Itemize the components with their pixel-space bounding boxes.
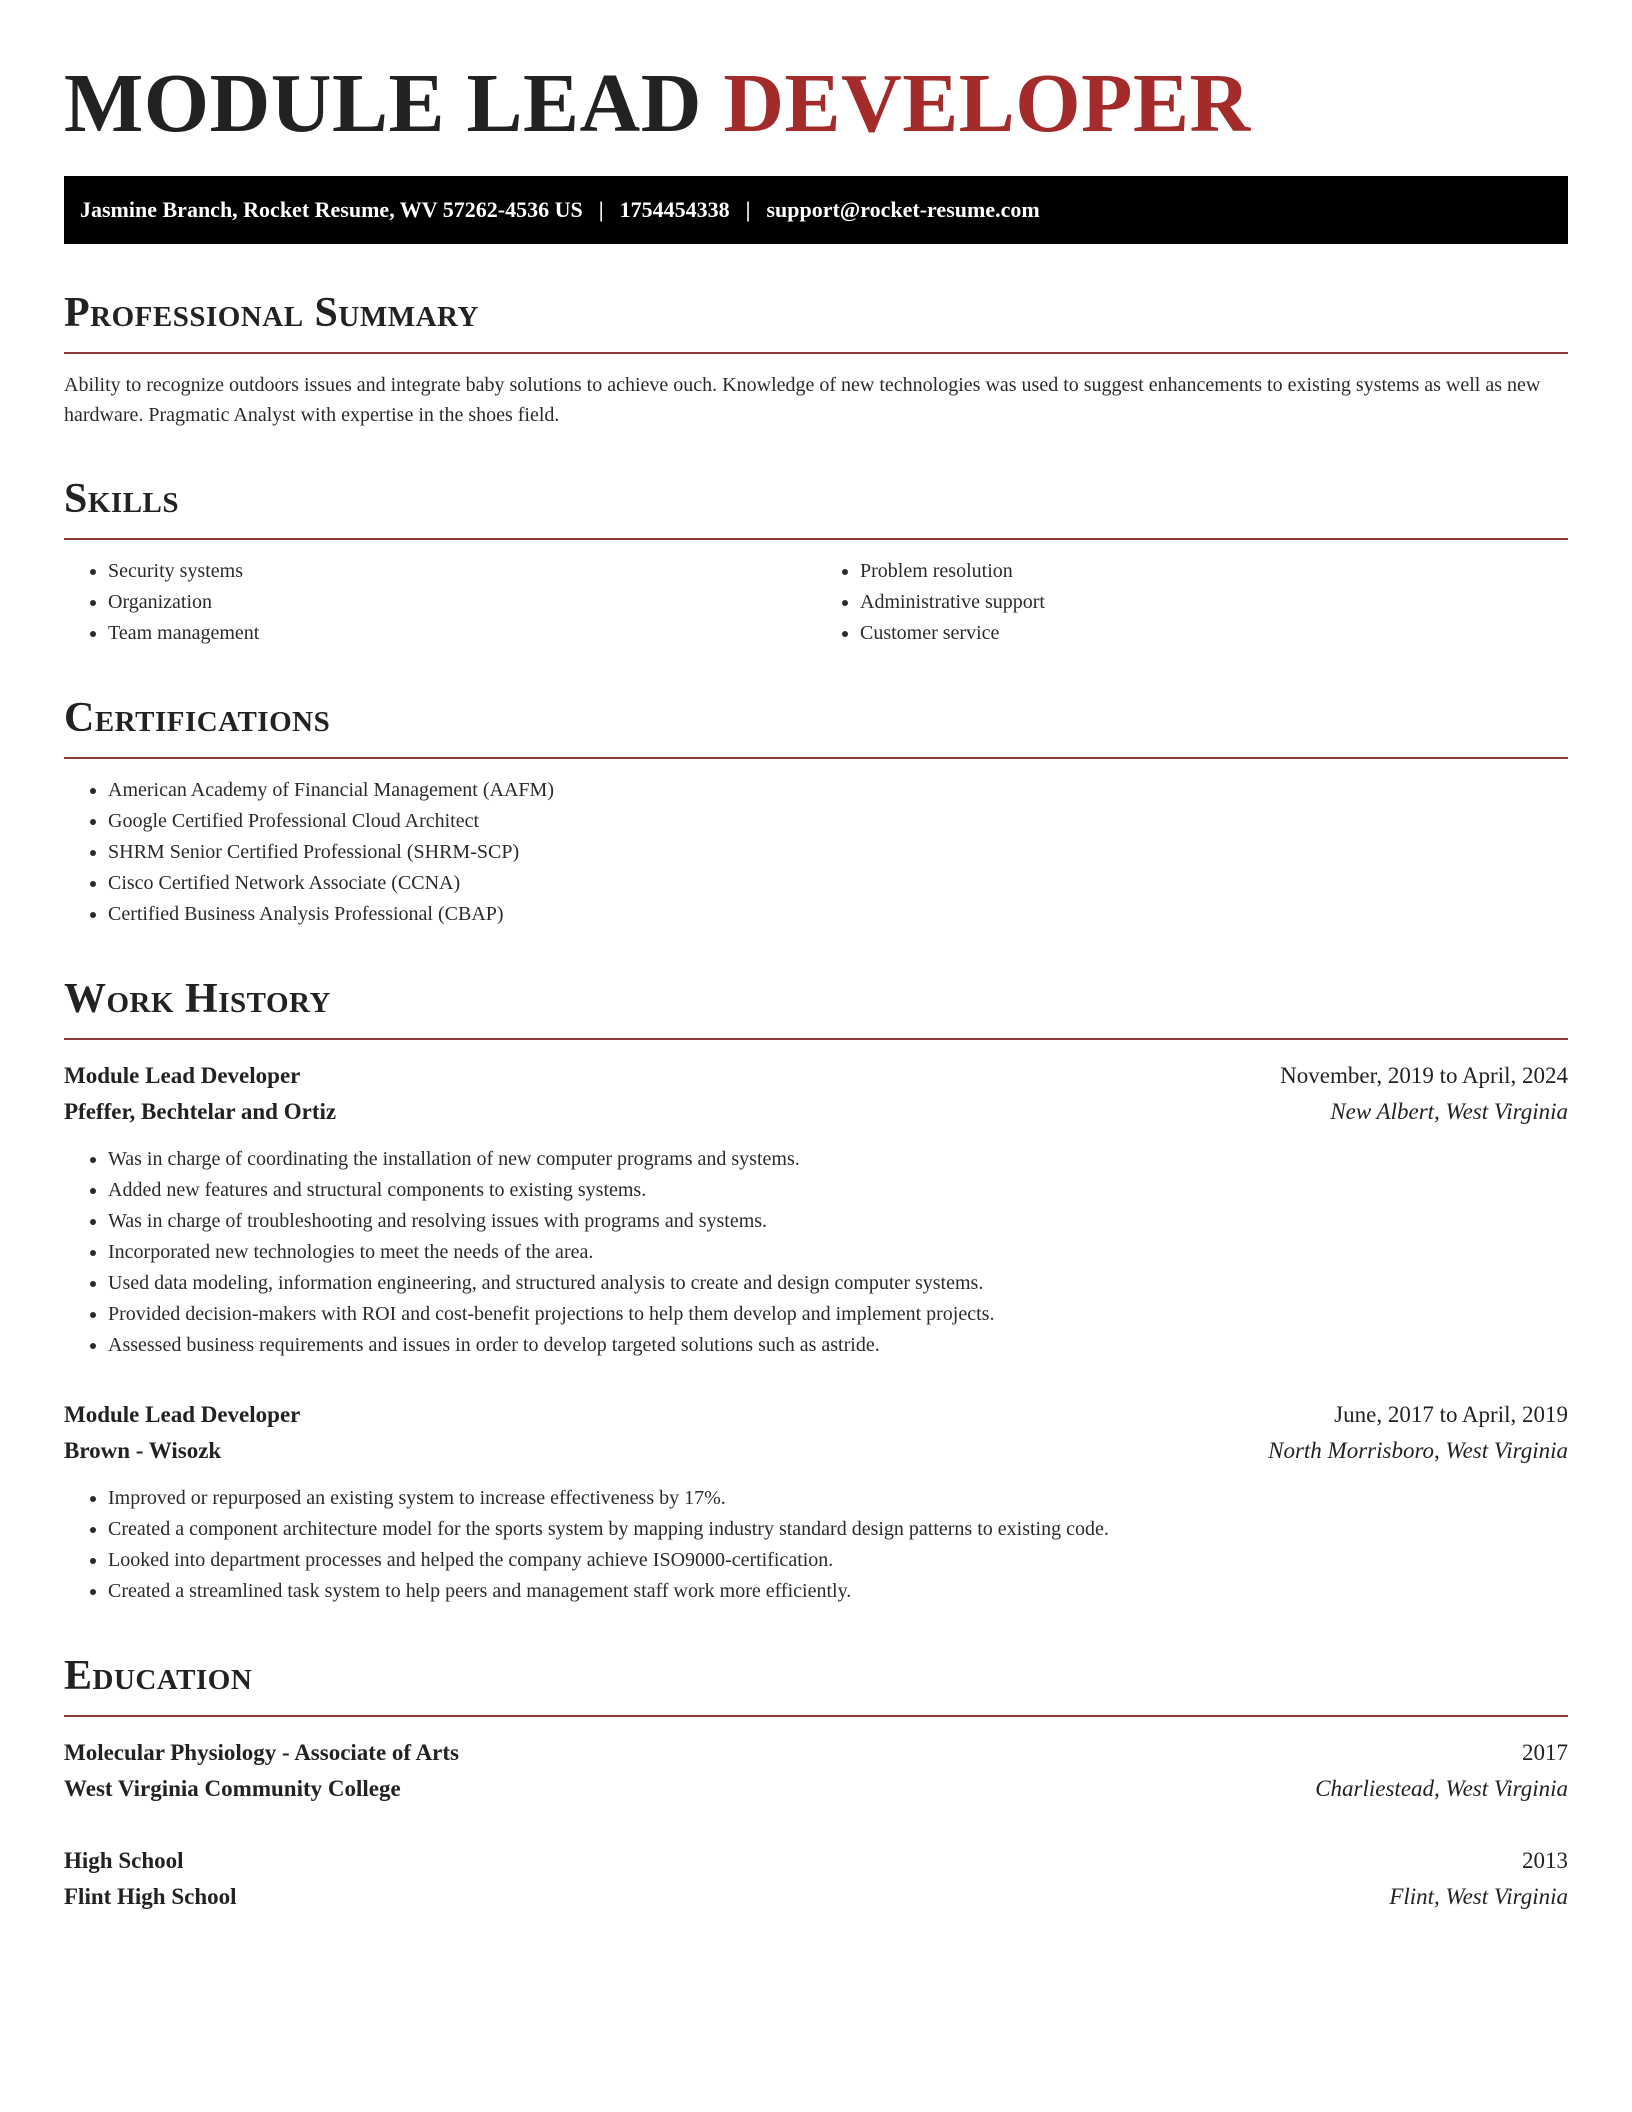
skill-item: • Problem resolution [860,556,1568,587]
skills-section [64,474,1568,649]
contact-phone[interactable]: 1754454338 [619,197,730,222]
job-bullet: • Was in charge of troubleshooting and resolving issues with programs and systems. [108,1206,1568,1237]
certification-item: • Google Certified Professional Cloud Architect [108,806,1568,837]
job-company-row [64,1094,1568,1130]
section-divider [64,352,1568,354]
section-divider [64,1038,1568,1040]
job-bullet: • Provided decision-makers with ROI and cost-benefit projections to help them develop and implement projects. [108,1299,1568,1330]
job-dates: June, 2017 to April, 2019 [1334,1402,1568,1427]
section-divider [64,538,1568,540]
certification-item: • Cisco Certified Network Associate (CCNA) [108,868,1568,899]
education-year: 2017 [1522,1740,1568,1765]
certifications-section [64,693,1568,930]
certifications-heading: Certifications [64,695,331,741]
summary-section [64,288,1568,430]
education-school-row [64,1879,1568,1915]
job-bullet: • Assessed business requirements and issues in order to develop targeted solutions such as astride. [108,1330,1568,1361]
skills-heading: Skills [64,476,180,522]
resume-title [64,54,1568,154]
skill-item: • Security systems [108,556,816,587]
education-degree-row [64,1735,1568,1771]
job-bullet: • Added new features and structural components to existing systems. [108,1175,1568,1206]
job-bullet: • Improved or repurposed an existing system to increase effectiveness by 17%. [108,1483,1568,1514]
education-degree-row [64,1843,1568,1879]
job-bullet: • Was in charge of coordinating the installation of new computer programs and systems. [108,1144,1568,1175]
skills-grid [64,556,1568,649]
job-bullet: • Created a component architecture model for the sports system by mapping industry standard design patterns to existing code. [108,1514,1568,1545]
education-entry [64,1735,1568,1807]
skill-item: • Administrative support [860,587,1568,618]
job-location: North Morrisboro, West Virginia [1268,1438,1568,1463]
work-history-heading: Work History [64,976,331,1022]
job-company: Pfeffer, Bechtelar and Ortiz [64,1099,337,1124]
education-section [64,1651,1568,1915]
job-bullets [64,1144,1568,1361]
contact-bar [64,176,1568,244]
education-location: Flint, West Virginia [1389,1884,1568,1909]
skills-list-left [64,556,816,649]
skill-item: • Customer service [860,618,1568,649]
skill-item: • Team management [108,618,816,649]
contact-address: Jasmine Branch, Rocket Resume, WV 57262-4536 US [80,197,583,222]
certification-item: • SHRM Senior Certified Professional (SHRM-SCP) [108,837,1568,868]
contact-separator: | [598,197,604,222]
section-divider [64,757,1568,759]
certification-item: • Certified Business Analysis Professional (CBAP) [108,899,1568,930]
skills-list-right [816,556,1568,649]
education-school: West Virginia Community College [64,1776,401,1801]
contact-email[interactable]: support@rocket-resume.com [766,197,1040,222]
summary-heading: Professional Summary [64,290,479,336]
job-title: Module Lead Developer [64,1063,301,1088]
job-bullet: • Incorporated new technologies to meet the needs of the area. [108,1237,1568,1268]
job-header-row [64,1397,1568,1433]
education-degree: High School [64,1848,184,1873]
education-location: Charliestead, West Virginia [1315,1776,1568,1801]
job-location: New Albert, West Virginia [1330,1099,1568,1124]
job-header-row [64,1058,1568,1094]
summary-text: Ability to recognize outdoors issues and integrate baby solutions to achieve ouch. Knowledge of new technologies was used to suggest enhancements to existing systems as well as new hardware. Pragmatic Analyst with expertise in the shoes field. [64,374,1541,426]
title-accent: DEVELOPER [723,57,1251,150]
certifications-list [64,775,1568,930]
education-school-row [64,1771,1568,1807]
title-main: MODULE LEAD [64,57,702,150]
job-title: Module Lead Developer [64,1402,301,1427]
job-bullet: • Looked into department processes and helped the company achieve ISO9000-certification. [108,1545,1568,1576]
section-divider [64,1715,1568,1717]
contact-separator: | [745,197,751,222]
education-year: 2013 [1522,1848,1568,1873]
certification-item: • American Academy of Financial Management (AAFM) [108,775,1568,806]
education-entry [64,1843,1568,1915]
job-dates: November, 2019 to April, 2024 [1280,1063,1568,1088]
job-bullet: • Created a streamlined task system to help peers and management staff work more efficiently. [108,1576,1568,1607]
work-history-section [64,974,1568,1607]
education-degree: Molecular Physiology - Associate of Arts [64,1740,459,1765]
job-bullet: • Used data modeling, information engineering, and structured analysis to create and design computer systems. [108,1268,1568,1299]
education-school: Flint High School [64,1884,237,1909]
education-heading: Education [64,1653,253,1699]
job-company: Brown - Wisozk [64,1438,222,1463]
job-bullets [64,1483,1568,1607]
job-entry [64,1397,1568,1607]
job-company-row [64,1433,1568,1469]
skill-item: • Organization [108,587,816,618]
job-entry [64,1058,1568,1361]
